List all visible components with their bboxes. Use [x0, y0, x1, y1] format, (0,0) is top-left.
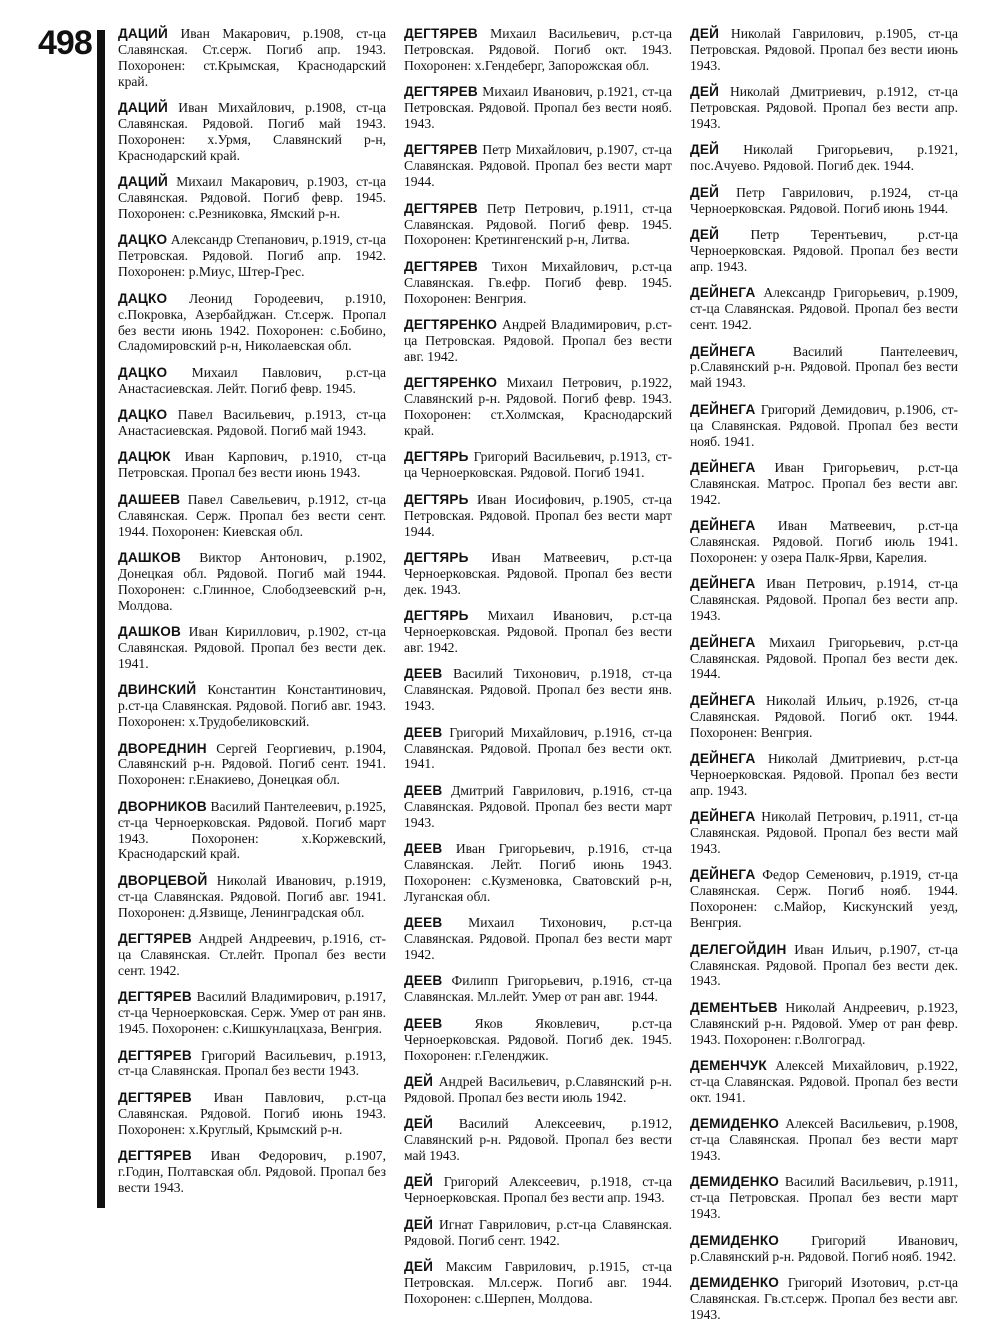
- list-entry: [690, 460, 958, 508]
- entry-details: Николай Гаврилович, р.1905, ст-ца Петровская. Рядовой. Пропал без вести июнь 1943.: [690, 26, 958, 73]
- entry-details: Иван Кириллович, р.1902, ст-ца Славянская. Рядовой. Пропал без вести дек. 1941.: [118, 624, 386, 671]
- list-entry: [690, 635, 958, 683]
- list-entry: [118, 407, 386, 439]
- entry-details: Василий Пантелеевич, р.Славянский р-н. Рядовой. Пропал без вести май 1943.: [690, 343, 958, 391]
- entry-surname: ДЕГТЯРЕНКО: [404, 375, 498, 391]
- entry-surname: ДЕЙ: [404, 1216, 434, 1232]
- entry-details: Иван Макарович, р.1908, ст-ца Славянская. Ст.серж. Погиб апр. 1943. Похоронен: ст.Крымская, Краснодарский край.: [118, 26, 386, 89]
- list-entry: [690, 1174, 958, 1222]
- entry-details: Николай Петрович, р.1911, ст-ца Славянская. Рядовой. Пропал без вести май 1943.: [690, 809, 958, 857]
- entry-details: Василий Тихонович, р.1918, ст-ца Славянская. Рядовой. Пропал без вести янв. 1943.: [404, 666, 672, 714]
- entry-details: Алексей Михайлович, р.1922, ст-ца Славянская. Рядовой. Пропал без вести окт. 1941.: [690, 1058, 958, 1105]
- entry-details: Иван Федорович, р.1907, г.Годин, Полтавская обл. Рядовой. Пропал без вести 1943.: [118, 1148, 386, 1195]
- list-entry: [404, 84, 672, 132]
- entry-details: Иван Петрович, р.1914, ст-ца Славянская. Рядовой. Пропал без вести апр. 1943.: [690, 576, 958, 624]
- entry-details: Михаил Иванович, р.1921, ст-ца Петровская. Рядовой. Пропал без вести нояб. 1943.: [404, 84, 672, 132]
- entry-surname: ДЕЙНЕГА: [690, 401, 756, 417]
- entry-details: Петр Михайлович, р.1907, ст-ца Славянская. Рядовой. Пропал без вести март 1944.: [404, 142, 672, 190]
- entry-details: Василий Пантелеевич, р.1925, ст-ца Черноерковская. Рядовой. Погиб март 1943. Похоронен: х.Коржевский, Краснодарский край.: [118, 798, 386, 862]
- entry-details: Петр Гаврилович, р.1924, ст-ца Черноерковская. Рядовой. Погиб июнь 1944.: [690, 184, 958, 216]
- column-3: [690, 26, 958, 1333]
- entry-surname: ДАЦКО: [118, 364, 168, 380]
- entry-details: Григорий Демидович, р.1906, ст-ца Славянская. Рядовой. Пропал без вести нояб. 1941.: [690, 401, 958, 449]
- list-entry: [404, 492, 672, 540]
- entry-details: Андрей Андреевич, р.1916, ст-ца Славянская. Ст.лейт. Пропал без вести сент. 1942.: [118, 931, 386, 978]
- list-entry: [118, 174, 386, 222]
- list-entry: [404, 142, 672, 190]
- entry-surname: ДАЦИЙ: [118, 26, 168, 41]
- entry-surname: ДЕЙНЕГА: [690, 343, 756, 359]
- entry-surname: ДАЦКО: [118, 232, 168, 248]
- entry-details: Михаил Васильевич, р.ст-ца Петровская. Рядовой. Погиб окт. 1943. Похоронен: х.Гендеберг, Запорожская обл.: [404, 26, 672, 73]
- entry-surname: ДАЦКО: [118, 407, 168, 423]
- entry-surname: ДЕЕВ: [404, 666, 443, 682]
- entry-details: Павел Васильевич, р.1913, ст-ца Анастасиевская. Рядовой. Погиб май 1943.: [118, 407, 386, 439]
- list-entry: [118, 1090, 386, 1138]
- entry-details: Михаил Петрович, р.1922, Славянский р-н. Рядовой. Погиб февр. 1943. Похоронен: ст.Холмская, Краснодарский край.: [404, 375, 672, 439]
- list-entry: [690, 518, 958, 566]
- list-entry: [404, 1174, 672, 1206]
- entry-details: Михаил Иванович, р.ст-ца Черноерковская. Рядовой. Пропал без вести авг. 1942.: [404, 608, 672, 655]
- list-entry: [690, 402, 958, 450]
- entry-surname: ДЕГТЯРЬ: [404, 549, 469, 565]
- entry-details: Николай Дмитриевич, р.1912, ст-ца Петровская. Рядовой. Пропал без вести апр. 1943.: [690, 84, 958, 132]
- entry-surname: ДЕЕВ: [404, 841, 443, 857]
- list-entry: [118, 291, 386, 355]
- entry-surname: ДЕЙНЕГА: [690, 751, 756, 767]
- entry-details: Константин Константинович, р.ст-ца Славянская. Рядовой. Погиб авг. 1943. Похоронен: х.Трудобеликовский.: [118, 682, 386, 730]
- entry-details: Виктор Антонович, р.1902, Донецкая обл. Рядовой. Погиб май 1944. Похоронен: с.Глинное, Слободзеевский р-н, Молдова.: [118, 549, 386, 613]
- list-entry: [118, 741, 386, 789]
- entry-surname: ДЕЙНЕГА: [690, 459, 756, 475]
- entry-details: Петр Петрович, р.1911, ст-ца Славянская. Рядовой. Погиб февр. 1945. Похоронен: Кретингенский р-н, Литва.: [404, 200, 672, 248]
- entry-surname: ДЕЙ: [404, 1259, 434, 1275]
- entry-details: Василий Васильевич, р.1911, ст-ца Петровская. Пропал без вести март 1943.: [690, 1174, 958, 1222]
- entry-details: Федор Семенович, р.1919, ст-ца Славянская. Серж. Погиб нояб. 1944. Похоронен: с.Майор, Кискунский уезд, Венгрия.: [690, 867, 958, 931]
- entry-surname: ДЕГТЯРЕВ: [404, 26, 478, 41]
- entry-surname: ДЕГТЯРЕВ: [118, 931, 192, 947]
- entry-details: Сергей Георгиевич, р.1904, Славянский р-н. Рядовой. Погиб сент. 1941. Похоронен: г.Енакиево, Донецкая обл.: [118, 740, 386, 788]
- list-entry: [404, 259, 672, 307]
- entry-details: Яков Яковлевич, р.ст-ца Черноерковская. Рядовой. Погиб дек. 1945. Похоронен: г.Геленджик.: [404, 1015, 672, 1063]
- list-entry: [690, 227, 958, 275]
- entry-details: Филипп Григорьевич, р.1916, ст-ца Славянская. Мл.лейт. Умер от ран авг. 1944.: [404, 973, 672, 1005]
- entry-surname: ДЕЕВ: [404, 782, 443, 798]
- entry-details: Игнат Гаврилович, р.ст-ца Славянская. Рядовой. Погиб сент. 1942.: [404, 1216, 672, 1248]
- entry-surname: ДЕМЕНЧУК: [690, 1058, 767, 1074]
- entry-surname: ДАШКОВ: [118, 624, 182, 640]
- entry-surname: ДЕМЕНТЬЕВ: [690, 999, 778, 1015]
- entry-details: Максим Гаврилович, р.1915, ст-ца Петровская. Мл.серж. Погиб авг. 1944. Похоронен: с.Шерпен, Молдова.: [404, 1259, 672, 1306]
- column-1: [118, 26, 386, 1206]
- entry-details: Дмитрий Гаврилович, р.1916, ст-ца Славянская. Рядовой. Пропал без вести март 1943.: [404, 782, 672, 830]
- entry-details: Николай Дмитриевич, р.ст-ца Черноерковская. Рядовой. Пропал без вести апр. 1943.: [690, 751, 958, 798]
- list-entry: [404, 841, 672, 905]
- list-entry: [690, 142, 958, 174]
- entry-details: Иван Григорьевич, р.1916, ст-ца Славянская. Лейт. Погиб июнь 1943. Похоронен: с.Кузменовка, Сватовский р-н, Луганская обл.: [404, 841, 672, 904]
- entry-surname: ДАЦКО: [118, 290, 168, 306]
- list-entry: [118, 550, 386, 614]
- list-entry: [118, 449, 386, 481]
- entry-surname: ДЕГТЯРЕВ: [404, 142, 478, 158]
- list-entry: [690, 576, 958, 624]
- entry-details: Павел Савельевич, р.1912, ст-ца Славянская. Серж. Пропал без вести сент. 1944. Похоронен: Киевская обл.: [118, 491, 386, 539]
- list-entry: [404, 608, 672, 656]
- entry-details: Григорий Алексеевич, р.1918, ст-ца Черноерковская. Пропал без вести апр. 1943.: [404, 1174, 672, 1206]
- entry-surname: ДЕЙ: [690, 184, 720, 200]
- entry-details: Леонид Городеевич, р.1910, с.Покровка, Азербайджан. Ст.серж. Пропал без вести июнь 1942. Похоронен: с.Бобино, Сладомировский р-н, Николаевская обл.: [118, 290, 386, 354]
- list-entry: [404, 783, 672, 831]
- list-entry: [404, 1016, 672, 1064]
- list-entry: [404, 915, 672, 963]
- list-entry: [690, 285, 958, 333]
- entry-details: Иван Карпович, р.1910, ст-ца Петровская. Пропал без вести июнь 1943.: [118, 449, 386, 481]
- entry-surname: ДЕЙ: [404, 1116, 434, 1132]
- entry-details: Василий Алексеевич, р.1912, Славянский р-н. Рядовой. Пропал без вести май 1943.: [404, 1116, 672, 1164]
- entry-details: Николай Ильич, р.1926, ст-ца Славянская. Рядовой. Погиб окт. 1944. Похоронен: Венгрия.: [690, 692, 958, 740]
- entry-surname: ДЕМИДЕНКО: [690, 1275, 780, 1290]
- entry-surname: ДЕГТЯРЕНКО: [404, 317, 498, 333]
- entry-details: Иван Михайлович, р.1908, ст-ца Славянская. Рядовой. Погиб май 1943. Похоронен: х.Урмя, Славянский р-н, Краснодарский край.: [118, 100, 386, 163]
- entry-details: Александр Степанович, р.1919, ст-ца Петровская. Рядовой. Погиб апр. 1942. Похоронен: р.Миус, Штер-Грес.: [118, 232, 386, 280]
- list-entry: [690, 867, 958, 931]
- entry-details: Иван Матвеевич, р.ст-ца Славянская. Рядовой. Погиб июль 1941. Похоронен: у озера Палк-Ярви, Карелия.: [690, 518, 958, 565]
- entry-details: Иван Павлович, р.ст-ца Славянская. Рядовой. Погиб июнь 1943. Похоронен: х.Круглый, Крымский р-н.: [118, 1089, 386, 1137]
- entry-details: Александр Григорьевич, р.1909, ст-ца Славянская. Рядовой. Пропал без вести сент. 1942.: [690, 285, 958, 333]
- entry-details: Алексей Васильевич, р.1908, ст-ца Славянская. Пропал без вести март 1943.: [690, 1116, 958, 1164]
- entry-details: Петр Терентьевич, р.ст-ца Черноерковская. Рядовой. Пропал без вести апр. 1943.: [690, 227, 958, 274]
- page-number: 498: [38, 24, 92, 62]
- entry-surname: ДАШКОВ: [118, 549, 182, 565]
- entry-details: Григорий Васильевич, р.1913, ст-ца Черноерковская. Рядовой. Погиб 1941.: [404, 449, 672, 481]
- entry-surname: ДЕЙНЕГА: [690, 576, 756, 592]
- list-entry: [404, 973, 672, 1005]
- entry-surname: ДЕМИДЕНКО: [690, 1116, 780, 1132]
- entry-surname: ДЕГТЯРЕВ: [118, 1047, 192, 1063]
- entry-details: Николай Григорьевич, р.1921, пос.Ачуево. Рядовой. Погиб дек. 1944.: [690, 142, 958, 174]
- list-entry: [690, 751, 958, 799]
- list-entry: [118, 100, 386, 164]
- entry-surname: ДВОРНИКОВ: [118, 798, 207, 814]
- list-entry: [404, 26, 672, 74]
- entry-surname: ДЕЙ: [690, 227, 720, 243]
- entry-surname: ДЕЙ: [404, 1073, 434, 1089]
- entry-surname: ДЕГТЯРЬ: [404, 449, 469, 465]
- list-entry: [118, 1048, 386, 1080]
- entry-details: Василий Владимирович, р.1917, ст-ца Черноерковская. Серж. Умер от ран янв. 1945. Похоронен: с.Кишкунлацхаза, Венгрия.: [118, 989, 386, 1037]
- entry-surname: ДЕЕВ: [404, 724, 443, 740]
- entry-details: Михаил Григорьевич, р.ст-ца Славянская. Рядовой. Пропал без вести дек. 1944.: [690, 634, 958, 682]
- list-entry: [404, 1259, 672, 1307]
- list-entry: [118, 492, 386, 540]
- entry-details: Андрей Васильевич, р.Славянский р-н. Рядовой. Пропал без вести июль 1942.: [404, 1073, 672, 1105]
- list-entry: [118, 365, 386, 397]
- entry-details: Михаил Тихонович, р.ст-ца Славянская. Рядовой. Пропал без вести март 1942.: [404, 915, 672, 962]
- list-entry: [118, 873, 386, 921]
- list-entry: [690, 1233, 958, 1265]
- entry-details: Андрей Владимирович, р.ст-ца Петровская. Рядовой. Пропал без вести авг. 1942.: [404, 317, 672, 364]
- entry-surname: ДЕГТЯРЕВ: [118, 989, 192, 1005]
- entry-details: Григорий Васильевич, р.1913, ст-ца Славянская. Пропал без вести 1943.: [118, 1047, 386, 1079]
- list-entry: [690, 942, 958, 990]
- entry-surname: ДЕЙ: [690, 84, 720, 100]
- entry-surname: ДЕЙНЕГА: [690, 867, 756, 883]
- list-entry: [404, 201, 672, 249]
- entry-surname: ДАЦИЙ: [118, 100, 168, 116]
- entry-details: Иван Матвеевич, р.ст-ца Черноерковская. Рядовой. Пропал без вести дек. 1943.: [404, 549, 672, 597]
- entry-surname: ДЕЙНЕГА: [690, 809, 756, 825]
- entry-surname: ДЕЙНЕГА: [690, 634, 756, 650]
- list-entry: [404, 317, 672, 365]
- entry-surname: ДАЦЮК: [118, 449, 171, 465]
- list-entry: [118, 624, 386, 672]
- entry-surname: ДАШЕЕВ: [118, 491, 181, 507]
- entry-details: Григорий Иванович, р.Славянский р-н. Рядовой. Погиб нояб. 1942.: [690, 1232, 958, 1264]
- list-entry: [118, 232, 386, 280]
- list-entry: [118, 1148, 386, 1196]
- entry-surname: ДЕЙ: [404, 1174, 434, 1190]
- vertical-rule: [97, 30, 105, 1208]
- list-entry: [690, 809, 958, 857]
- list-entry: [404, 725, 672, 773]
- list-entry: [690, 1000, 958, 1048]
- list-entry: [404, 1217, 672, 1249]
- entry-surname: ДЕЕВ: [404, 1015, 443, 1031]
- entry-surname: ДЕГТЯРЬ: [404, 491, 469, 507]
- list-entry: [690, 26, 958, 74]
- entry-surname: ДВОРЕДНИН: [118, 740, 207, 756]
- entry-surname: ДЕЙ: [690, 26, 720, 41]
- entry-surname: ДВИНСКИЙ: [118, 682, 197, 698]
- entry-surname: ДЕГТЯРЕВ: [404, 258, 478, 274]
- list-entry: [118, 682, 386, 730]
- entry-details: Михаил Павлович, р.ст-ца Анастасиевская. Лейт. Погиб февр. 1945.: [118, 364, 386, 396]
- entry-surname: ДЕМИДЕНКО: [690, 1174, 780, 1190]
- list-entry: [690, 84, 958, 132]
- entry-surname: ДЕЙ: [690, 142, 720, 158]
- entry-surname: ДЕЛЕГОЙДИН: [690, 941, 787, 957]
- list-entry: [690, 693, 958, 741]
- entry-details: Николай Иванович, р.1919, ст-ца Славянская. Рядовой. Погиб авг. 1941. Похоронен: д.Язвище, Ленинградская обл.: [118, 872, 386, 920]
- list-entry: [690, 1275, 958, 1323]
- entry-surname: ДЕГТЯРЕВ: [118, 1089, 192, 1105]
- entry-details: Михаил Макарович, р.1903, ст-ца Славянская. Рядовой. Погиб февр. 1945. Похоронен: с.Резниковка, Ямский р-н.: [118, 174, 386, 222]
- entry-surname: ДЕЙНЕГА: [690, 692, 756, 708]
- list-entry: [690, 1058, 958, 1106]
- list-entry: [404, 550, 672, 598]
- entry-details: Иван Григорьевич, р.ст-ца Славянская. Матрос. Пропал без вести авг. 1942.: [690, 459, 958, 507]
- column-2: [404, 26, 672, 1317]
- list-entry: [404, 375, 672, 439]
- entry-details: Григорий Изотович, р.ст-ца Славянская. Гв.ст.серж. Пропал без вести авг. 1943.: [690, 1275, 958, 1322]
- entry-surname: ДВОРЦЕВОЙ: [118, 872, 208, 888]
- entry-details: Николай Андреевич, р.1923, Славянский р-н. Рядовой. Умер от ран февр. 1943. Похоронен: г.Волгоград.: [690, 999, 958, 1047]
- list-entry: [690, 1116, 958, 1164]
- list-entry: [118, 931, 386, 979]
- entry-surname: ДЕГТЯРЕВ: [404, 200, 478, 216]
- entry-surname: ДЕЕВ: [404, 973, 443, 989]
- list-entry: [404, 1074, 672, 1106]
- list-entry: [118, 989, 386, 1037]
- entry-surname: ДЕЙНЕГА: [690, 285, 756, 301]
- entry-surname: ДЕГТЯРЕВ: [118, 1148, 192, 1164]
- entry-surname: ДЕГТЯРЕВ: [404, 84, 478, 100]
- entry-details: Иван Иосифович, р.1905, ст-ца Петровская. Рядовой. Пропал без вести март 1944.: [404, 491, 672, 539]
- entry-details: Иван Ильич, р.1907, ст-ца Славянская. Рядовой. Пропал без вести дек. 1943.: [690, 941, 958, 989]
- entry-details: Тихон Михайлович, р.ст-ца Славянская. Гв.ефр. Погиб февр. 1945. Похоронен: Венгрия.: [404, 258, 672, 306]
- list-entry: [404, 449, 672, 481]
- entry-surname: ДЕЙНЕГА: [690, 518, 756, 534]
- list-entry: [118, 26, 386, 90]
- list-entry: [404, 1116, 672, 1164]
- list-entry: [690, 344, 958, 392]
- entry-details: Григорий Михайлович, р.1916, ст-ца Славянская. Рядовой. Пропал без вести окт. 1941.: [404, 724, 672, 772]
- entry-surname: ДЕГТЯРЬ: [404, 608, 469, 624]
- entry-surname: ДАЦИЙ: [118, 174, 168, 190]
- list-entry: [690, 185, 958, 217]
- entry-surname: ДЕЕВ: [404, 915, 443, 931]
- list-entry: [118, 799, 386, 863]
- entry-surname: ДЕМИДЕНКО: [690, 1232, 780, 1248]
- list-entry: [404, 666, 672, 714]
